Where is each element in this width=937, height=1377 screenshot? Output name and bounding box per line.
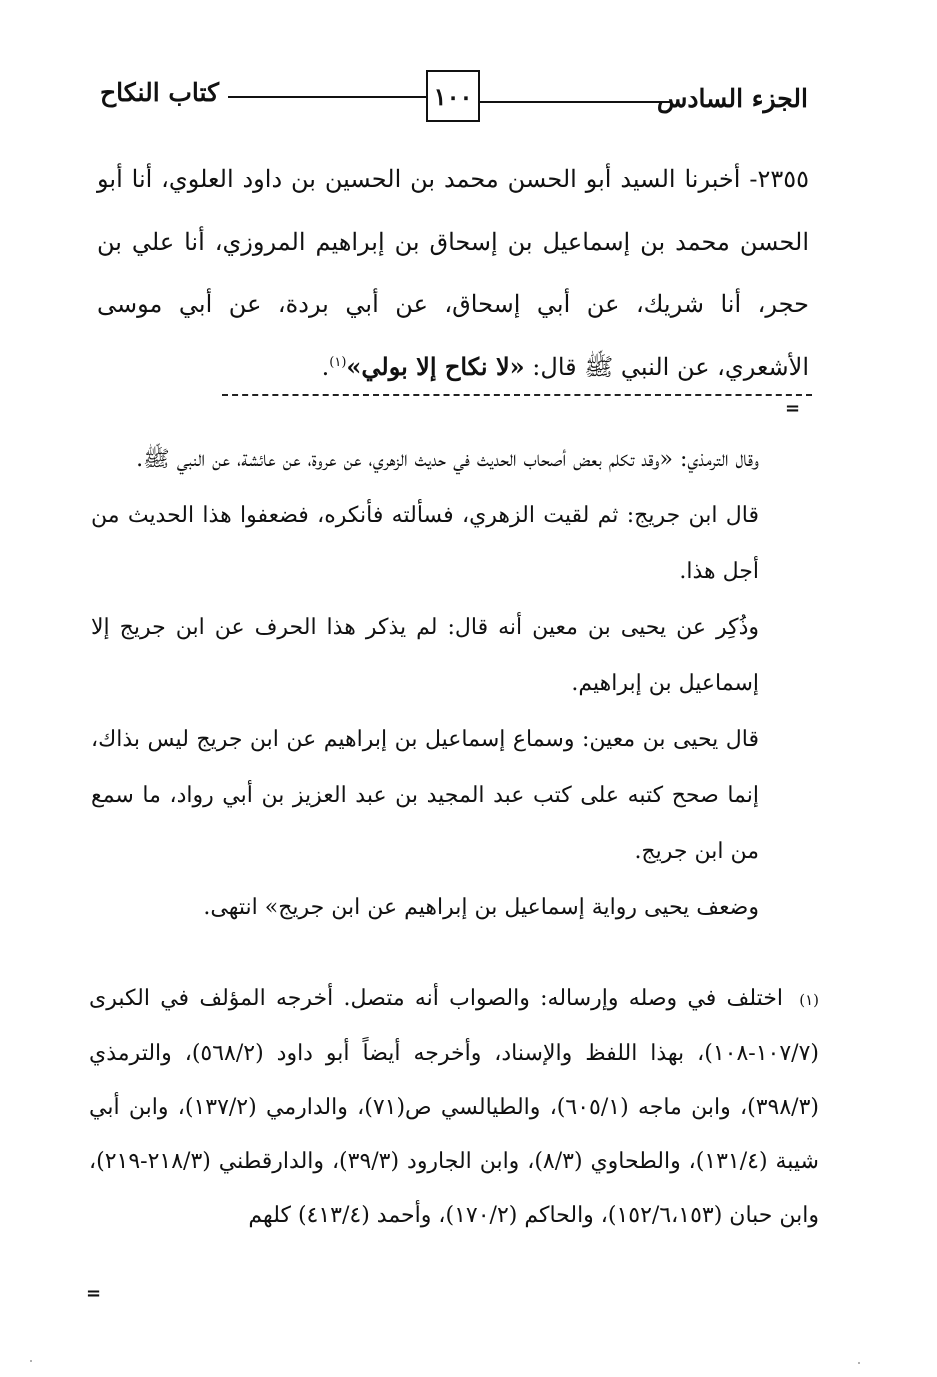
- quote-paragraph-1: وقال الترمذي: «وقد تكلم بعض أصحاب الحديث في حديث الزهري، عن عروة، عن عائشة، عن النبي ﷺ.: [136, 447, 759, 472]
- footnote: [89, 972, 819, 1243]
- separator-line: [222, 394, 812, 396]
- quote-paragraph-3: وذُكِر عن يحيى بن معين أنه قال: لم يذكر هذا الحرف عن ابن جريج إلا إسماعيل بن إبراهيم.: [91, 615, 759, 696]
- hadith-text: [97, 148, 809, 398]
- header-rule-left: [228, 96, 426, 98]
- continuation-mark-top: =: [785, 398, 801, 419]
- book-title: كتاب النكاح: [100, 78, 219, 107]
- scan-speck: [30, 1360, 32, 1362]
- hadith-paragraph: [97, 148, 809, 398]
- quote-paragraph-4: قال يحيى بن معين: وسماع إسماعيل بن إبراهيم عن ابن جريج ليس بذاك، إنما صحح كتبه على كتب عبد المجيد بن عبد العزيز بن أبي رواد، ما سمع من ابن جريج.: [91, 727, 759, 864]
- continuation-mark-bottom: =: [86, 1283, 102, 1304]
- hadith-end: .: [321, 352, 330, 381]
- page-number: ١٠٠: [426, 70, 480, 122]
- quote-paragraph-2: قال ابن جريج: ثم لقيت الزهري، فسألته فأنكره، فضعفوا هذا الحديث من أجل هذا.: [91, 503, 759, 584]
- page-header: [90, 70, 820, 130]
- volume-title: الجزء السادس: [656, 84, 808, 113]
- footnote-marker: (١): [799, 991, 819, 1009]
- header-rule-right: [480, 101, 670, 103]
- footnote-text: اختلف في وصله وإرساله: والصواب أنه متصل. أخرجه المؤلف في الكبرى (١٠٧/٧-١٠٨)، بهذا اللفظ والإسناد، وأخرجه أيضاً أبو داود (٥٦٨/٢)، والترمذي (٣٩٨/٣)، وابن ماجه (٦٠٥/١)، والطيالسي ص(٧١)، والدارمي (١٣٧/٢)، وابن أبي شيبة (١٣١/٤)، والطحاوي (٨/٣)، وابن الجارود (٣٩/٣)، والدارقطني (٢١٨/٣-٢١٩)، وابن حبان (١٥٢/٦،١٥٣)، والحاكم (١٧٠/٢)، وأحمد (٤١٣/٤) كلهم: [89, 986, 819, 1228]
- quote-paragraph-5: وضعف يحيى رواية إسماعيل بن إبراهيم عن ابن جريج» انتهى.: [203, 895, 759, 920]
- isnad-text: ٢٣٥٥- أخبرنا السيد أبو الحسن محمد بن الحسين بن داود العلوي، أنا أبو الحسن محمد بن إسماعيل بن إسحاق بن إبراهيم المروزي، أنا علي بن حجر، أنا شريك، عن أبي إسحاق، عن أبي بردة، عن أبي موسى الأشعري، عن النبي ﷺ قال:: [97, 165, 809, 381]
- hadith-matn: «لا نكاح إلا بولي»: [346, 351, 525, 381]
- tirmidhi-quote: [91, 432, 759, 936]
- footnote-reference: (١): [329, 354, 347, 370]
- scan-speck: [858, 1362, 860, 1364]
